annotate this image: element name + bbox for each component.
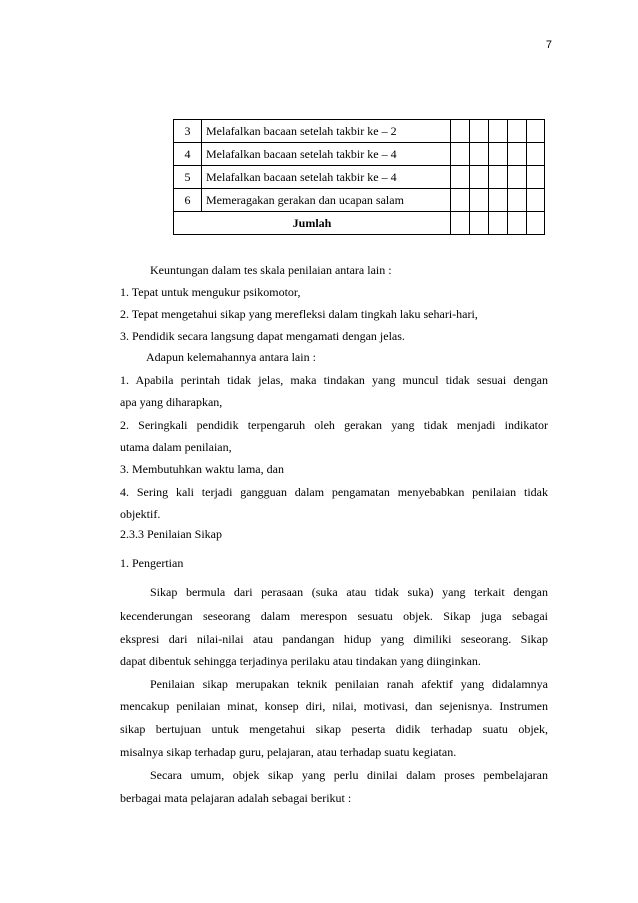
table-total-row <box>174 212 545 235</box>
row-number: 4 <box>174 143 202 166</box>
subsection-heading: 1. Pengertian <box>120 556 184 570</box>
list-item: 2. Seringkali pendidik terpengaruh oleh gerakan yang tidak menjadi indikator <box>120 418 548 432</box>
score-cell <box>470 143 489 166</box>
score-cell <box>451 166 470 189</box>
paragraph-line: misalnya sikap terhadap guru, pelajaran, atau terhadap suatu kegiatan. <box>120 745 457 759</box>
paragraph-line: ekspresi dari nilai-nilai atau pandangan hidup yang dimiliki seseorang. Sikap <box>120 632 548 646</box>
score-cell <box>527 166 545 189</box>
score-cell <box>508 212 527 235</box>
advantages-intro: Keuntungan dalam tes skala penilaian antara lain : <box>150 263 392 277</box>
row-number: 6 <box>174 189 202 212</box>
table-row <box>174 120 545 143</box>
score-cell <box>451 189 470 212</box>
score-cell <box>470 120 489 143</box>
section-heading: 2.3.3 Penilaian Sikap <box>120 527 222 541</box>
list-item: 2. Tepat mengetahui sikap yang merefleksi dalam tingkah laku sehari-hari, <box>120 307 478 321</box>
paragraph-line: mencakup penilaian minat, konsep diri, nilai, motivasi, dan sejenisnya. Instrumen <box>120 699 548 713</box>
score-cell <box>470 212 489 235</box>
list-item-continuation: utama dalam penilaian, <box>120 440 232 454</box>
disadvantages-intro: Adapun kelemahannya antara lain : <box>146 350 316 364</box>
assessment-table <box>173 119 545 235</box>
table-row <box>174 166 545 189</box>
score-cell <box>470 189 489 212</box>
score-cell <box>470 166 489 189</box>
list-item: 1. Tepat untuk mengukur psikomotor, <box>120 285 301 299</box>
total-label: Jumlah <box>174 212 451 235</box>
paragraph-line: berbagai mata pelajaran adalah sebagai berikut : <box>120 791 352 805</box>
list-item: 4. Sering kali terjadi gangguan dalam pengamatan menyebabkan penilaian tidak <box>120 485 548 499</box>
paragraph-line: Secara umum, objek sikap yang perlu dinilai dalam proses pembelajaran <box>150 768 548 782</box>
row-item: Melafalkan bacaan setelah takbir ke – 4 <box>202 166 451 189</box>
score-cell <box>489 120 508 143</box>
score-cell <box>489 189 508 212</box>
score-cell <box>508 166 527 189</box>
row-number: 3 <box>174 120 202 143</box>
row-item: Memeragakan gerakan dan ucapan salam <box>202 189 451 212</box>
paragraph-line: Penilaian sikap merupakan teknik penilaian ranah afektif yang didalamnya <box>150 677 548 691</box>
paragraph-line: dapat dibentuk sehingga terjadinya perilaku atau tindakan yang diinginkan. <box>120 654 481 668</box>
score-cell <box>451 212 470 235</box>
score-cell <box>489 166 508 189</box>
list-item: 3. Pendidik secara langsung dapat mengamati dengan jelas. <box>120 329 405 343</box>
score-cell <box>489 143 508 166</box>
score-cell <box>508 120 527 143</box>
score-cell <box>527 120 545 143</box>
list-item: 1. Apabila perintah tidak jelas, maka tindakan yang muncul tidak sesuai dengan <box>120 373 548 387</box>
table-row <box>174 189 545 212</box>
score-cell <box>527 212 545 235</box>
score-cell <box>508 143 527 166</box>
table-row <box>174 143 545 166</box>
row-number: 5 <box>174 166 202 189</box>
paragraph-line: kecenderungan seseorang dalam merespon sesuatu objek. Sikap juga sebagai <box>120 609 548 623</box>
score-cell <box>489 212 508 235</box>
row-item: Melafalkan bacaan setelah takbir ke – 4 <box>202 143 451 166</box>
list-item-continuation: apa yang diharapkan, <box>120 395 223 409</box>
score-cell <box>527 189 545 212</box>
page-number: 7 <box>545 39 552 51</box>
score-cell <box>451 120 470 143</box>
score-cell <box>508 189 527 212</box>
paragraph-line: Sikap bermula dari perasaan (suka atau tidak suka) yang terkait dengan <box>150 585 548 599</box>
score-cell <box>527 143 545 166</box>
row-item: Melafalkan bacaan setelah takbir ke – 2 <box>202 120 451 143</box>
paragraph-line: sikap bertujuan untuk mengetahui sikap peserta didik terhadap suatu objek, <box>120 722 548 736</box>
list-item: 3. Membutuhkan waktu lama, dan <box>120 462 284 476</box>
list-item-continuation: objektif. <box>120 507 161 521</box>
score-cell <box>451 143 470 166</box>
